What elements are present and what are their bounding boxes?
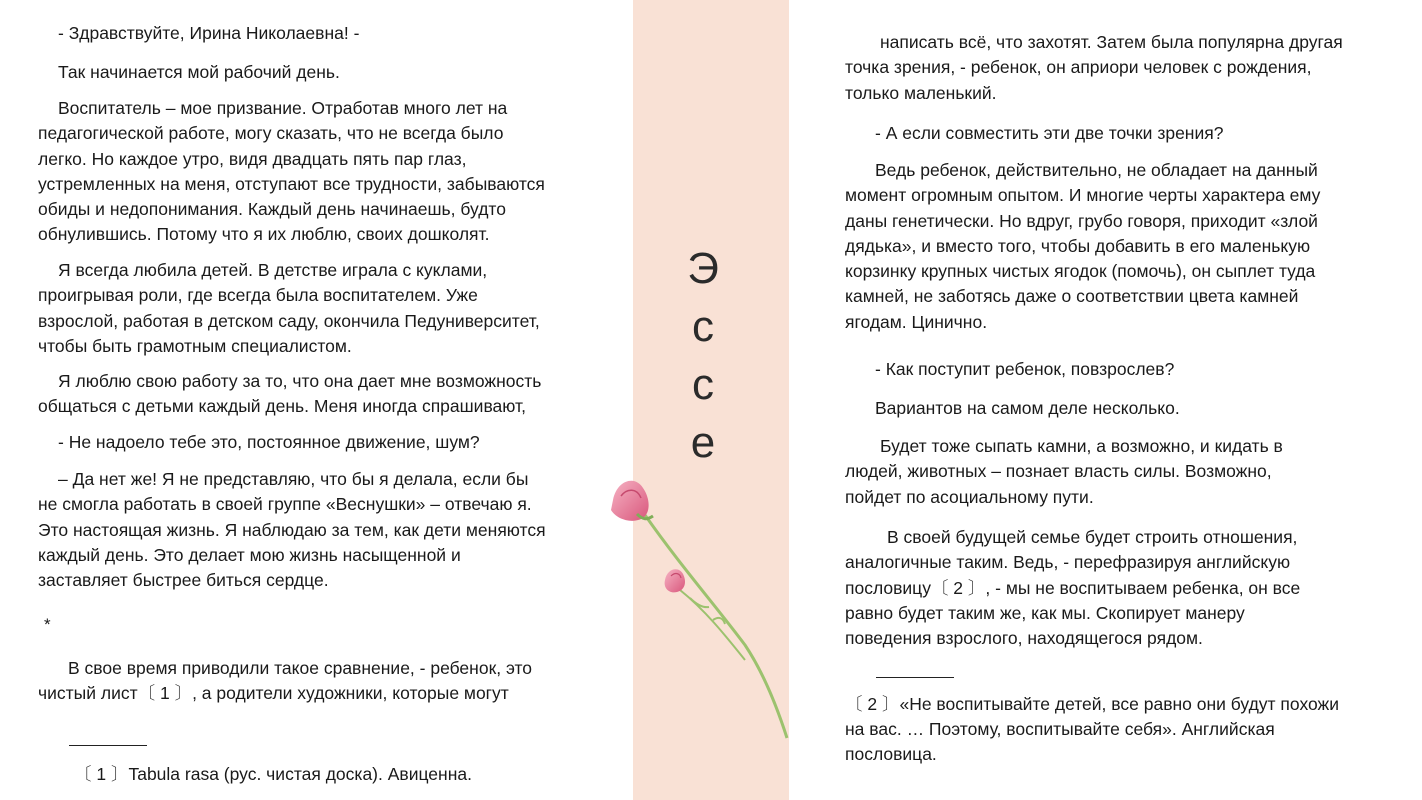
text-line: точка зрения, - ребенок, он априори человек с рождения, <box>845 57 1312 78</box>
text-line: аналогичные таким. Ведь, - перефразируя английскую <box>845 552 1291 573</box>
text-line: Я люблю свою работу за то, что она дает мне возможность <box>58 371 542 391</box>
paragraph-combine-question <box>845 121 1223 146</box>
text-line: легко. Но каждое утро, видя двадцать пять пар глаз, <box>38 148 467 169</box>
text-line: ягодам. Цинично. <box>845 311 988 332</box>
paragraph-other-view <box>845 30 1343 106</box>
paragraph-comparison <box>38 656 532 707</box>
text-line: пословицу〔 2 〕, - мы не воспитываем ребенка, он все <box>845 577 1301 598</box>
flower-illustration <box>595 470 795 745</box>
text-line: общаться с детьми каждый день. Меня иногда спрашивают, <box>38 396 526 417</box>
text-line: чтобы быть грамотным специалистом. <box>38 335 352 356</box>
paragraph-workday <box>38 60 340 85</box>
text-line: Будет тоже сыпать камни, а возможно, и кидать в <box>880 436 1283 456</box>
paragraph-family <box>845 525 1300 651</box>
text-line: только маленький. <box>845 82 997 103</box>
text-line: - Как поступит ребенок, повзрослев? <box>875 359 1175 379</box>
text-line: Воспитатель – мое призвание. Отработав много лет на <box>58 98 508 118</box>
side-title <box>633 240 773 472</box>
text-line: взрослой, работая в детском саду, окончила Педуниверситет, <box>38 310 540 331</box>
text-line: Я всегда любила детей. В детстве играла с куклами, <box>58 260 488 280</box>
text-line: обнулившись. Потому что я их люблю, своих дошколят. <box>38 224 490 245</box>
text-line: не смогла работать в своей группе «Веснушки» – отвечаю я. <box>38 494 532 515</box>
text-line: даны генетически. Но вдруг, грубо говоря, приходит «злой <box>845 210 1318 231</box>
text-line: корзинку крупных чистых ягодок (помочь), он сыплет туда <box>845 261 1316 282</box>
footnote-2 <box>845 692 1339 767</box>
text-line: обиды и недопонимания. Каждый день начинаешь, будто <box>38 199 506 220</box>
paragraph-question <box>38 430 480 455</box>
text-line: - Здравствуйте, Ирина Николаевна! - <box>58 23 360 43</box>
text-line: поведения взрослого, находящегося рядом. <box>845 628 1203 649</box>
text-line: заставляет быстрее биться сердце. <box>38 570 329 591</box>
text-line: - Не надоело тебе это, постоянное движение, шум? <box>58 432 480 452</box>
text-line: камней, не заботясь даже о соответствии цвета камней <box>845 286 1299 307</box>
text-line: дядька», и вместо того, чтобы добавить в его маленькую <box>845 235 1311 256</box>
paragraph-greeting <box>38 21 359 46</box>
text-line: Так начинается мой рабочий день. <box>58 62 340 82</box>
side-title-letter: с <box>692 360 714 409</box>
section-separator: * <box>44 615 51 634</box>
text-line: равно будет таким же, как мы. Скопирует манеру <box>845 602 1245 623</box>
text-line: людей, животных – познает власть силы. Возможно, <box>845 461 1272 482</box>
paragraph-variants <box>845 396 1180 421</box>
text-line: 〔 2 〕«Не воспитывайте детей, все равно они будут похожи <box>845 694 1340 714</box>
text-line: Вариантов на самом деле несколько. <box>875 398 1180 418</box>
text-line: проигрывая роли, где всегда была воспитателем. Уже <box>38 285 478 306</box>
text-line: пословица. <box>845 744 937 764</box>
text-line: Ведь ребенок, действительно, не обладает на данный <box>875 160 1318 180</box>
footnote-rule <box>69 745 147 746</box>
text-line: - А если совместить эти две точки зрения? <box>875 123 1224 143</box>
side-title-letter: Э <box>687 244 719 293</box>
text-line: написать всё, что захотят. Затем была популярна другая <box>880 32 1343 52</box>
paragraph-stones <box>845 434 1283 510</box>
text-line: В своей будущей семье будет строить отношения, <box>887 527 1298 547</box>
text-line: каждый день. Это делает мою жизнь насыщенной и <box>38 544 461 565</box>
text-line: пойдет по асоциальному пути. <box>845 486 1094 507</box>
text-line: момент огромным опытом. И многие черты характера ему <box>845 185 1321 206</box>
footnote-1: 〔 1 〕Tabula rasa (рус. чистая доска). Авиценна. <box>74 764 472 784</box>
paragraph-how-act <box>845 357 1174 382</box>
paragraph-love-work <box>38 369 541 420</box>
paragraph-experience <box>845 158 1320 335</box>
text-line: Это настоящая жизнь. Я наблюдаю за тем, как дети меняются <box>38 519 546 540</box>
side-title-letter: е <box>690 418 716 467</box>
footnote-rule <box>876 677 954 678</box>
text-line: педагогической работе, могу сказать, что не всегда было <box>38 123 504 144</box>
small-flower-bud <box>665 569 685 592</box>
paragraph-answer <box>38 467 546 593</box>
text-line: чистый лист〔 1 〕, а родители художники, которые могут <box>38 683 509 704</box>
paragraph-calling <box>38 96 545 248</box>
text-line: устремленных на меня, отступают все трудности, забываются <box>38 173 545 194</box>
text-line: на вас. … Поэтому, воспитывайте себя». Английская <box>845 719 1275 739</box>
text-line: В свое время приводили такое сравнение, - ребенок, это <box>68 658 533 678</box>
paragraph-loved-children <box>38 258 540 359</box>
side-title-letter: с <box>692 302 714 351</box>
text-line: – Да нет же! Я не представляю, что бы я делала, если бы <box>58 469 529 489</box>
